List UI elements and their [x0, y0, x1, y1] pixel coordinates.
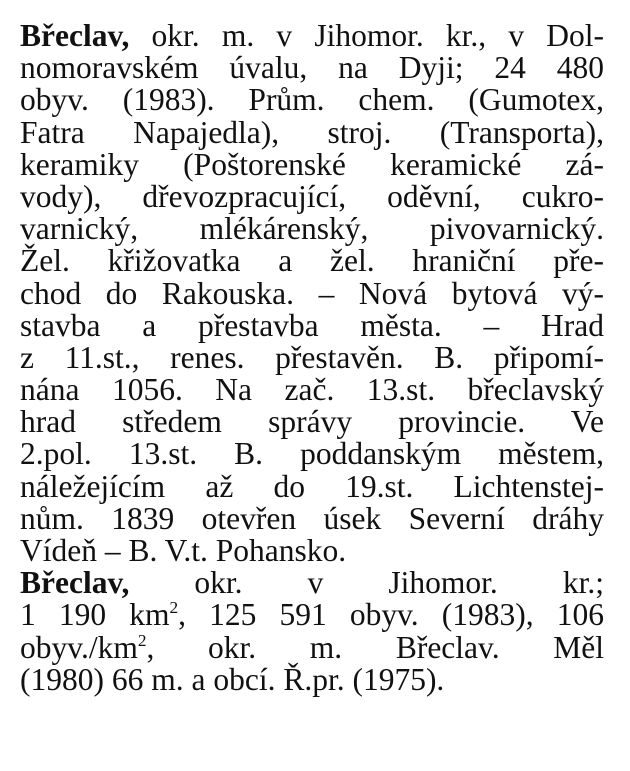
entry-line: nům. 1839 otevřen úsek Severní dráhy	[20, 500, 604, 536]
entry-line: vody), dřevozpracující, oděvní, cukro-	[20, 178, 604, 214]
entry-line: (1980) 66 m. a obcí. Ř.pr. (1975).	[20, 661, 445, 697]
entry-line: stavba a přestavba města. – Hrad	[20, 307, 604, 343]
entry-line: náležejícím až do 19.st. Lichtenstej-	[20, 468, 604, 504]
entry-line: keramiky (Poštorenské keramické zá-	[20, 146, 604, 182]
entry-line: chod do Rakouska. – Nová bytová vý-	[20, 275, 604, 311]
entry-text: okr. m. v Jihomor. kr., v Dol-	[129, 18, 604, 53]
superscript: 2	[169, 598, 179, 618]
entry-line: varnický, mlékárenský, pivovarnický.	[20, 211, 604, 247]
entry-line: Vídeň – B. V.t. Pohansko.	[20, 533, 347, 568]
entry-line: z 11.st., renes. přestavěn. B. připomí-	[20, 339, 604, 375]
entry-breclav-town	[20, 20, 604, 567]
entry-breclav-district	[20, 567, 604, 696]
entry-line: obyv. (1983). Prům. chem. (Gumotex,	[20, 82, 604, 118]
entry-text: obyv./km	[20, 629, 138, 665]
entry-line: nána 1056. Na zač. 13.st. břeclavský	[20, 372, 604, 408]
entry-line	[20, 20, 604, 52]
superscript: 2	[137, 630, 147, 650]
entry-text: okr. v Jihomor. kr.;	[129, 565, 604, 601]
entry-line: 2.pol. 13.st. B. poddanským městem,	[20, 436, 604, 472]
entry-headword: Břeclav,	[20, 565, 130, 601]
entry-line	[20, 629, 604, 665]
dictionary-page	[20, 20, 604, 696]
entry-line: Fatra Napajedla), stroj. (Transporta),	[20, 114, 604, 150]
entry-line	[20, 567, 604, 599]
entry-text: , 125 591 obyv. (1983), 106	[178, 597, 604, 633]
entry-headword: Břeclav,	[20, 18, 130, 53]
entry-line: nomoravském úvalu, na Dyji; 24 480	[20, 50, 604, 86]
entry-line	[20, 599, 604, 631]
entry-text: , okr. m. Břeclav. Měl	[146, 629, 604, 665]
entry-line: Žel. křižovatka a žel. hraniční pře-	[20, 243, 604, 279]
entry-text: 1 190 km	[20, 597, 170, 633]
entry-line: hrad středem správy provincie. Ve	[20, 404, 604, 440]
